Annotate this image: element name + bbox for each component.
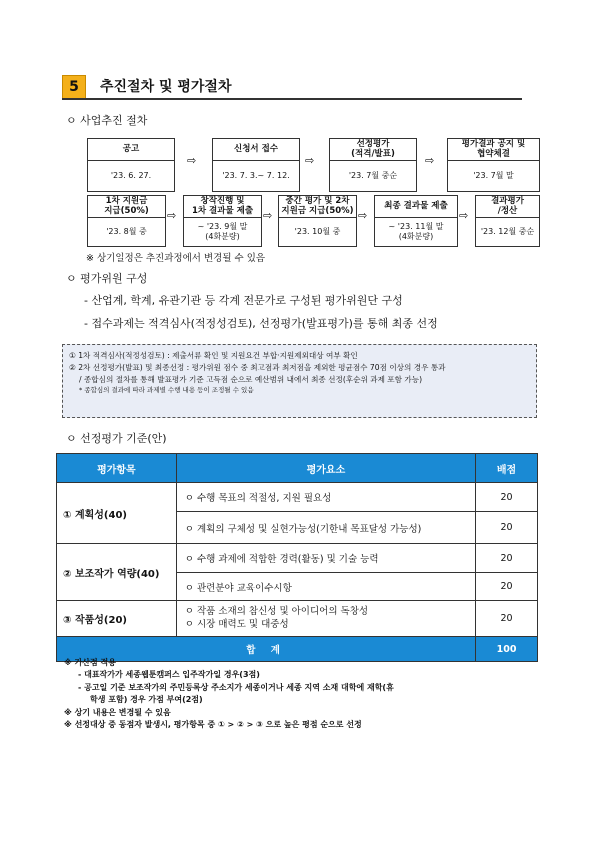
section-number: 5 (62, 75, 86, 99)
stage-footnote: * 종합심의 결과에 따라 과제별 수행 내용 등이 조정될 수 있음 (79, 386, 254, 395)
footnotes (64, 657, 544, 731)
header-score: 배점 (476, 454, 538, 483)
committee-heading: ㅇ 평가위원 구성 (66, 272, 148, 285)
total-score: 100 (476, 637, 538, 662)
flow-step-date: ~ '23. 11월 말 (4화분량) (388, 221, 444, 241)
flow-step-date: '23. 7월 말 (473, 170, 514, 180)
screening-stages-box (62, 344, 537, 418)
flow-step-settlement (475, 195, 540, 247)
footnote-line: ※ 선정대상 중 동점자 발생시, 평가항목 중 ① > ② > ③ 으로 높은 평점 순으로 선정 (64, 719, 362, 729)
flow-step-date: '23. 10월 중 (294, 226, 341, 236)
score-cell: 20 (476, 512, 538, 544)
score-cell: 20 (476, 483, 538, 512)
table-row (57, 483, 538, 512)
flow-step-mid-evaluation (278, 195, 357, 247)
flow-step-title: 신청서 접수 (213, 139, 299, 161)
criteria-heading: ㅇ 선정평가 기준(안) (66, 432, 167, 445)
element-cell: ㅇ 수행 과제에 적합한 경력(활동) 및 기술 능력 (176, 544, 475, 573)
arrow-icon: ⇨ (167, 209, 177, 222)
flow-step-date: '23. 12월 중순 (480, 226, 535, 236)
process-heading: ㅇ 사업추진 절차 (66, 114, 148, 127)
flow-step-first-payment (87, 195, 166, 247)
footnote-line: - 대표작가가 세종웹툰캠퍼스 입주작가일 경우(3점) (78, 670, 260, 680)
flow-step-final-result (374, 195, 458, 247)
score-cell: 20 (476, 544, 538, 573)
section-title: 추진절차 및 평가절차 (100, 79, 232, 95)
category-cell: ① 계획성(40) (57, 483, 177, 544)
flow-step-evaluation (329, 138, 417, 192)
arrow-icon: ⇨ (305, 154, 315, 167)
element-cell: ㅇ 계획의 구체성 및 실현가능성(기한내 목표달성 가능성) (176, 512, 475, 544)
flow-step-date: '23. 7. 3.~ 7. 12. (222, 170, 290, 180)
arrow-icon: ⇨ (459, 209, 469, 222)
category-cell: ② 보조작가 역량(40) (57, 544, 177, 601)
flow-step-title: 결과평가 /정산 (476, 196, 539, 218)
flow-step-announce-result (447, 138, 540, 192)
arrow-icon: ⇨ (263, 209, 273, 222)
stage-line: ② 2차 선정평가(발표) 및 최종선정 : 평가위원 점수 중 최고점과 최저점을 제외한 평균점수 70점 이상의 경우 통과 (69, 362, 446, 372)
element-cell: ㅇ 작품 소재의 참신성 및 아이디어의 독창성 ㅇ 시장 매력도 및 대중성 (176, 601, 475, 637)
arrow-icon: ⇨ (358, 209, 368, 222)
flow-step-date: '23. 6. 27. (110, 170, 152, 180)
score-cell: 20 (476, 601, 538, 637)
score-cell: 20 (476, 573, 538, 601)
element-cell: ㅇ 수행 목표의 적절성, 지원 필요성 (176, 483, 475, 512)
footnote-line: ※ 가산점 적용 (64, 658, 116, 667)
footnote-line: ※ 상기 내용은 변경될 수 있음 (64, 707, 171, 717)
flow-step-title: 공고 (88, 139, 174, 161)
header-category: 평가항목 (57, 454, 177, 483)
flow-step-date: ~ '23. 9월 말 (4화분량) (197, 221, 248, 241)
arrow-icon: ⇨ (425, 154, 435, 167)
stage-line: / 종합심의 절차를 통해 발표평가 기준 고득점 순으로 예산범위 내에서 최종 선정(후순위 과제 포함 가능) (79, 374, 423, 384)
flow-step-title: 선정평가 (적격/발표) (330, 139, 416, 161)
section-divider (62, 98, 522, 100)
committee-item: - 접수과제는 적격심사(적정성검토), 선정평가(발표평가)를 통해 최종 선정 (84, 317, 438, 330)
header-element: 평가요소 (176, 454, 475, 483)
element-cell: ㅇ 관련분야 교육이수시항 (176, 573, 475, 601)
criteria-table (56, 453, 538, 662)
flow-step-first-result (183, 195, 262, 247)
stage-line: ① 1차 적격심사(적정성검토) : 제출서류 확인 및 지원요건 부합·지원제외대상 여부 확인 (69, 351, 358, 360)
flow-step-title: 평가결과 공지 및 협약체결 (448, 139, 539, 161)
category-cell: ③ 작품성(20) (57, 601, 177, 637)
flow-step-date: '23. 7월 중순 (348, 170, 398, 180)
table-header-row (57, 454, 538, 483)
total-label: 합 계 (57, 637, 476, 662)
flow-step-date: '23. 8월 중 (106, 226, 147, 236)
flow-step-title: 최종 결과물 제출 (375, 196, 457, 218)
schedule-note: ※ 상기일정은 추진과정에서 변경될 수 있음 (86, 253, 266, 264)
table-row (57, 601, 538, 637)
flow-step-apply (212, 138, 300, 192)
flow-step-title: 1차 지원금 지급(50%) (88, 196, 165, 218)
flow-step-title: 창작진행 및 1차 결과물 제출 (184, 196, 261, 218)
committee-item: - 산업계, 학계, 유관기관 등 각계 전문가로 구성된 평가위원단 구성 (84, 294, 403, 307)
footnote-line: 학생 포함) 경우 가점 부여(2점) (90, 695, 203, 705)
flow-step-title: 중간 평가 및 2차 지원금 지급(50%) (279, 196, 356, 218)
arrow-icon: ⇨ (187, 154, 197, 167)
flow-step-announce (87, 138, 175, 192)
table-row (57, 544, 538, 573)
footnote-line: - 공고일 기준 보조작가의 주민등록상 주소지가 세종이거나 세종 지역 소재 대학에 재학(휴 (78, 682, 394, 692)
